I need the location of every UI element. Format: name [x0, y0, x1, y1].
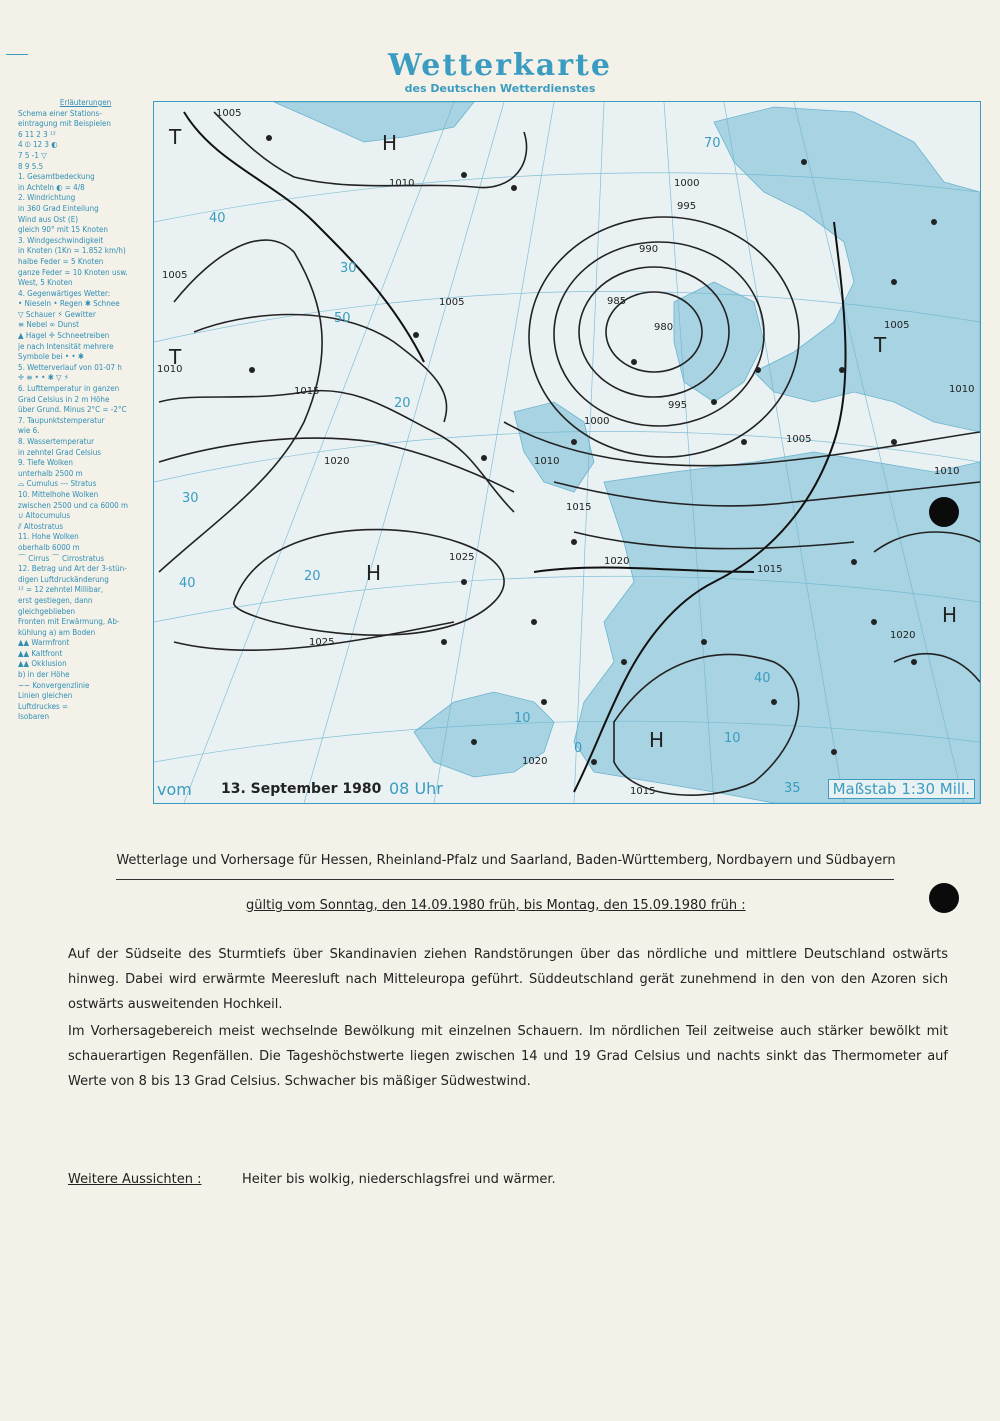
legend-line: ✛ ≡ • • ✱ ▽ ⚡ [18, 373, 69, 383]
weather-map [153, 101, 981, 804]
isobar-label: 1025 [309, 637, 335, 648]
legend-line: West, 5 Knoten [18, 278, 73, 288]
isobar-label: 1020 [604, 556, 630, 567]
graticule-label: 40 [179, 576, 196, 591]
punch-hole [929, 497, 959, 527]
legend-line: Wind aus Ost (E) [18, 214, 79, 224]
legend-line: Luftdruckes = [18, 701, 69, 711]
isobar-label: 1020 [324, 456, 350, 467]
graticule-label: 20 [304, 569, 321, 584]
legend-line: Symbole bei • • ✱ [18, 352, 84, 362]
legend-line: je nach Intensität mehrere [18, 341, 114, 351]
isobar-label: 1015 [294, 386, 320, 397]
legend-line: 3. Windgeschwindigkeit [18, 235, 104, 245]
legend-line: Isobaren [18, 712, 50, 722]
graticule-label: 0 [574, 741, 583, 756]
punch-hole [929, 883, 959, 913]
legend-line: ▲▲ Warmfront [18, 638, 70, 648]
legend-line: ⫽ Altostratus [18, 521, 64, 531]
legend-line: 8. Wassertemperatur [18, 437, 95, 446]
legend-line: Schema einer Stations- [18, 108, 102, 118]
isobar-label: 1010 [949, 384, 975, 395]
isobar-label: 1010 [157, 364, 183, 375]
legend-line: über Grund. Minus 2°C = -2°C [18, 405, 127, 415]
isobar-label: 1000 [674, 178, 700, 189]
isobar-label: 1005 [439, 297, 465, 308]
legend-line: 8 9 5.5 [18, 161, 44, 171]
graticule-label: 30 [340, 261, 357, 276]
high-pressure-label: H [366, 561, 382, 585]
legend-line: 7. Taupunktstemperatur [18, 415, 105, 425]
legend-line: gleich 90° mit 15 Knoten [18, 225, 108, 235]
low-pressure-label: T [874, 333, 887, 357]
legend-line: ⌓ Cumulus --- Stratus [18, 479, 97, 489]
isobar-label: 1010 [934, 466, 960, 477]
map-scale: Maßstab 1:30 Mill. [828, 779, 975, 799]
high-pressure-label: H [942, 603, 958, 627]
legend-line: ▽ Schauer ⚡ Gewitter [18, 309, 96, 319]
legend-line: 4. Gegenwärtiges Wetter: [18, 288, 111, 298]
legend-line: 4 ⦶ 12 3 ◐ [18, 140, 58, 150]
isobar-label: 1005 [884, 320, 910, 331]
title-divider [116, 879, 894, 880]
forecast-weather-paragraph: Im Vorhersagebereich meist wechselnde Bewölkung mit einzelnen Schauern. Im nördlichen Teil zeitweise auch stärker bewölkt mit schauerartigen Regenfällen. Die Tageshöchstwerte liegen zwischen 14 und 19 Grad Celsius und nachts sinkt das Thermometer auf Werte von 8 bis 13 Grad Celsius. Schwacher bis mäßiger Südwestwind. [68, 1024, 948, 1089]
legend-line: ▲▲ Okklusion [18, 659, 67, 669]
legend-line: 5. Wetterverlauf von 01-07 h [18, 362, 122, 372]
legend-line: ▲ Hagel ✛ Schneetreiben [18, 331, 110, 341]
legend-line: oberhalb 6000 m [18, 542, 80, 552]
isobar-label: 995 [677, 201, 697, 212]
graticule-label: 35 [784, 781, 801, 796]
legend-line: ganze Feder = 10 Knoten usw. [18, 267, 128, 277]
legend-line: 6 11 2 3 ¹² [18, 129, 56, 139]
forecast-situation-paragraph: Auf der Südseite des Sturmtiefs über Skandinavien ziehen Randstörungen über das nördliche und mittlere Deutschland ostwärts hinweg. Dabei wird erwärmte Meeresluft nach Mitteleuropa geführt. Süddeutschland gerät zunehmend in den von den Azoren sich ostwärts ausweitenden Hochkeil. [68, 947, 948, 1012]
legend-line: erst gestiegen, dann [18, 595, 93, 605]
legend-line: kühlung a) am Boden [18, 627, 96, 637]
legend-line: ¹² = 12 zehntel Millibar, [18, 585, 104, 595]
legend-line: unterhalb 2500 m [18, 468, 83, 478]
legend-line: ∼∼ Konvergenzlinie [18, 680, 90, 690]
isobar-label: 1010 [534, 456, 560, 467]
legend-line: 10. Mittelhohe Wolken [18, 489, 99, 499]
map-caption [153, 776, 979, 802]
legend-line: • Nieseln • Regen ✱ Schnee [18, 299, 120, 309]
legend-line: ≡ Nebel ∞ Dunst [18, 320, 79, 330]
graticule-label: 10 [514, 711, 531, 726]
legend-line: 9. Tiefe Wolken [18, 458, 73, 468]
isobar-label: 1005 [786, 434, 812, 445]
isobar-label: 995 [668, 400, 688, 411]
legend-line: wie 6. [18, 426, 40, 436]
legend-line: eintragung mit Beispielen [18, 119, 111, 129]
map-header [0, 50, 1000, 95]
legend-line: 2. Windrichtung [18, 193, 76, 203]
forecast-validity: gültig vom Sonntag, den 14.09.1980 früh, bis Montag, den 15.09.1980 früh : [246, 898, 746, 913]
legend-line: 12. Betrag und Art der 3-stün- [18, 564, 127, 574]
isobar-label: 985 [607, 296, 627, 307]
legend-line: 6. Lufttemperatur in ganzen [18, 384, 120, 394]
isobar-label: 990 [639, 244, 659, 255]
legend-line: ∪ Altocumulus [18, 511, 71, 521]
isobar-label: 1005 [216, 108, 242, 119]
caption-date: 13. September 1980 [221, 781, 382, 797]
caption-time: 08 Uhr [389, 779, 443, 798]
isobar-label: 1025 [449, 552, 475, 563]
legend-line: in Knoten (1Kn = 1.852 km/h) [18, 246, 126, 256]
high-pressure-label: H [382, 131, 398, 155]
outlook-text: Heiter bis wolkig, niederschlagsfrei und wärmer. [242, 1172, 556, 1187]
graticule-label: 30 [182, 491, 199, 506]
isobar-label: 1015 [757, 564, 783, 575]
high-pressure-label: H [649, 728, 665, 752]
legend-line: Grad Celsius in 2 m Höhe [18, 394, 110, 404]
map-graphic [154, 102, 980, 803]
legend-panel [18, 98, 153, 723]
graticule-label: 70 [704, 136, 721, 151]
legend-line: 11. Hohe Wolken [18, 532, 79, 542]
isobar-label: 1015 [630, 786, 656, 797]
isobar-label: 980 [654, 322, 674, 333]
low-pressure-label: T [169, 125, 182, 149]
legend-line: Linien gleichen [18, 691, 73, 701]
legend-line: zwischen 2500 und ca 6000 m [18, 500, 129, 510]
isobar-label: 1020 [522, 756, 548, 767]
forecast-title: Wetterlage und Vorhersage für Hessen, Rheinland-Pfalz und Saarland, Baden-Württemberg, Nordbayern und Südbayern [116, 853, 896, 868]
legend-line: halbe Feder = 5 Knoten [18, 256, 104, 266]
legend-line: ⌒ Cirrus ⌒ Cirrostratus [18, 553, 105, 563]
graticule-label: 40 [209, 211, 226, 226]
graticule-label: 50 [334, 311, 351, 326]
low-pressure-label: T [169, 345, 182, 369]
isobar-label: 1005 [162, 270, 188, 281]
graticule-label: 10 [724, 731, 741, 746]
legend-line: ▲▲ Kaltfront [18, 648, 63, 658]
caption-vom: vom [157, 780, 192, 799]
isobar-label: 1015 [566, 502, 592, 513]
isobar-label: 1000 [584, 416, 610, 427]
graticule-label: 20 [394, 396, 411, 411]
legend-line: 1. Gesamtbedeckung [18, 172, 95, 182]
legend-line: in 360 Grad Einteilung [18, 203, 99, 213]
outlook-label: Weitere Aussichten : [68, 1172, 202, 1187]
legend-title: Erläuterungen [59, 98, 112, 107]
graticule-label: 40 [754, 671, 771, 686]
legend-line: in zehntel Grad Celsius [18, 447, 102, 457]
legend-line: b) in der Höhe [18, 670, 70, 680]
legend-line: digen Luftdruckänderung [18, 574, 109, 584]
map-title: Wetterkarte [388, 48, 612, 83]
legend-line: in Achteln ◐ = 4/8 [18, 182, 85, 192]
legend-line: 7 5 -1 ▽ [18, 150, 47, 160]
legend-line: Fronten mit Erwärmung, Ab- [18, 617, 120, 627]
isobar-label: 1020 [890, 630, 916, 641]
map-subtitle: des Deutschen Wetterdienstes [404, 82, 596, 95]
legend-line: gleichgeblieben [18, 606, 76, 616]
isobar-label: 1010 [389, 178, 415, 189]
